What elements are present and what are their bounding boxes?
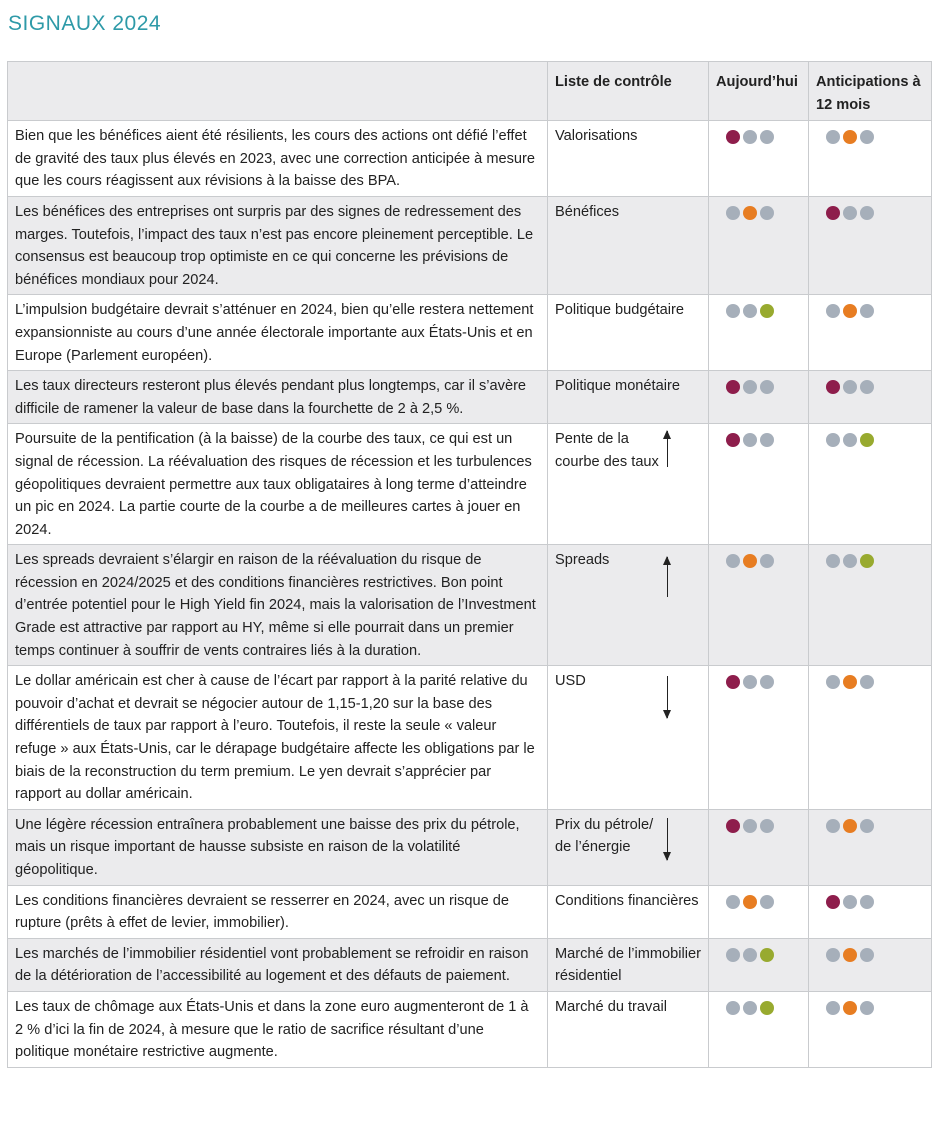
signal-dot-grey bbox=[726, 1001, 740, 1015]
row-description: Poursuite de la pentification (à la baisse) de la courbe des taux, ce qui est un signal de récession. La réévaluation des risques de récession et les turbulences géopolitiques devraient permettre aux taux obligataires à long terme d’atteindre un pic en 2024. La partie courte de la courbe a de meilleures cartes à jouer en 2024. bbox=[8, 424, 548, 545]
checklist-label: USD bbox=[555, 673, 586, 690]
signal-dot-orange bbox=[843, 304, 857, 318]
signal-dot-grey bbox=[760, 554, 774, 568]
signal-dot-grey bbox=[843, 206, 857, 220]
checklist-label: Marché de l’immobilier résidentiel bbox=[555, 945, 701, 985]
checklist-cell bbox=[548, 424, 709, 545]
signal-dot-grey bbox=[760, 433, 774, 447]
signal-dot-grey bbox=[726, 206, 740, 220]
signal-dot-grey bbox=[843, 433, 857, 447]
signal-dot-grey bbox=[826, 304, 840, 318]
signal-dot-grey bbox=[760, 895, 774, 909]
signal-dot-grey bbox=[760, 206, 774, 220]
signal-dot-red bbox=[826, 380, 840, 394]
table-row bbox=[8, 545, 932, 666]
signal-dot-grey bbox=[826, 675, 840, 689]
checklist-cell bbox=[548, 121, 709, 197]
signal-dot-grey bbox=[860, 819, 874, 833]
signal-dots bbox=[716, 996, 801, 1015]
header-forecast: Anticipations à 12 mois bbox=[809, 62, 932, 121]
signal-dot-green bbox=[760, 304, 774, 318]
signal-dot-red bbox=[826, 206, 840, 220]
row-description: Les spreads devraient s’élargir en raison de la réévaluation du risque de récession en 2024/2025 et des conditions financières restrictives. Bon point d’entrée potentiel pour le High Yield fin 2024, mais la valorisation de l’Investment Grade est attractive par rapport au HY, même si elle pourrait dans un premier temps continuer à souffrir de vents contraires liés à la duration. bbox=[8, 545, 548, 666]
signal-dot-orange bbox=[843, 130, 857, 144]
signal-dot-grey bbox=[826, 554, 840, 568]
header-description bbox=[8, 62, 548, 121]
signal-dot-grey bbox=[726, 554, 740, 568]
signal-dot-grey bbox=[726, 304, 740, 318]
signal-dots bbox=[816, 201, 924, 220]
signal-dot-green bbox=[760, 1001, 774, 1015]
signal-dot-grey bbox=[743, 675, 757, 689]
signal-dot-grey bbox=[826, 433, 840, 447]
signal-dot-grey bbox=[860, 948, 874, 962]
header-today: Aujourd’hui bbox=[709, 62, 809, 121]
table-header-row bbox=[8, 62, 932, 121]
row-description: Les taux directeurs resteront plus élevés pendant plus longtemps, car il s’avère difficile de ramener la valeur de base dans la fourchette de 2 à 2,5 %. bbox=[8, 371, 548, 424]
checklist-label: Marché du travail bbox=[555, 998, 667, 1015]
signal-dots bbox=[816, 125, 924, 144]
signal-dot-red bbox=[726, 130, 740, 144]
today-signal-cell bbox=[709, 295, 809, 371]
table-row bbox=[8, 938, 932, 991]
arrow-down-icon bbox=[667, 676, 668, 718]
signal-dot-grey bbox=[860, 675, 874, 689]
checklist-cell bbox=[548, 666, 709, 810]
forecast-signal-cell bbox=[809, 666, 932, 810]
table-row bbox=[8, 295, 932, 371]
signal-dot-red bbox=[726, 433, 740, 447]
signal-dot-grey bbox=[760, 130, 774, 144]
signal-dot-grey bbox=[826, 819, 840, 833]
signal-dot-orange bbox=[843, 948, 857, 962]
signal-dot-orange bbox=[743, 554, 757, 568]
signal-dots bbox=[716, 670, 801, 689]
signal-dot-orange bbox=[743, 895, 757, 909]
checklist-label: Conditions financières bbox=[555, 892, 699, 909]
signal-dots bbox=[716, 125, 801, 144]
row-description: L’impulsion budgétaire devrait s’atténuer en 2024, bien qu’elle restera nettement expansionniste au cours d’une année électorale importante aux États-Unis et en Europe (Parlement européen). bbox=[8, 295, 548, 371]
forecast-signal-cell bbox=[809, 295, 932, 371]
signal-dot-grey bbox=[760, 819, 774, 833]
signal-dots bbox=[816, 890, 924, 909]
today-signal-cell bbox=[709, 991, 809, 1067]
forecast-signal-cell bbox=[809, 121, 932, 197]
signal-dot-grey bbox=[860, 1001, 874, 1015]
today-signal-cell bbox=[709, 885, 809, 938]
arrow-down-icon bbox=[667, 818, 668, 860]
signal-dot-orange bbox=[843, 819, 857, 833]
table-row bbox=[8, 196, 932, 294]
forecast-signal-cell bbox=[809, 991, 932, 1067]
signal-dot-orange bbox=[743, 206, 757, 220]
signal-dot-grey bbox=[743, 130, 757, 144]
today-signal-cell bbox=[709, 121, 809, 197]
table-row bbox=[8, 809, 932, 885]
signal-dot-grey bbox=[843, 554, 857, 568]
row-description: Bien que les bénéfices aient été résilients, les cours des actions ont défié l’effet de gravité des taux plus élevés en 2023, avec une correction anticipée à mesure que les cours réagissent aux révisions à la baisse des BPA. bbox=[8, 121, 548, 197]
signal-dot-grey bbox=[743, 819, 757, 833]
signal-dot-grey bbox=[760, 380, 774, 394]
checklist-cell bbox=[548, 545, 709, 666]
signal-dots bbox=[816, 549, 924, 568]
signal-dot-grey bbox=[743, 304, 757, 318]
signal-dot-green bbox=[860, 433, 874, 447]
table-row bbox=[8, 424, 932, 545]
table-row bbox=[8, 885, 932, 938]
signal-dots bbox=[716, 943, 801, 962]
signal-dot-grey bbox=[860, 130, 874, 144]
signal-dots bbox=[816, 814, 924, 833]
signals-table bbox=[7, 61, 932, 1068]
signal-dot-grey bbox=[726, 895, 740, 909]
signal-dot-orange bbox=[843, 675, 857, 689]
forecast-signal-cell bbox=[809, 545, 932, 666]
forecast-signal-cell bbox=[809, 938, 932, 991]
arrow-up-icon bbox=[667, 431, 668, 467]
checklist-label: Pente de la courbe des taux bbox=[555, 431, 659, 470]
signal-dot-grey bbox=[743, 433, 757, 447]
signal-dots bbox=[716, 549, 801, 568]
signal-dot-grey bbox=[860, 304, 874, 318]
today-signal-cell bbox=[709, 938, 809, 991]
today-signal-cell bbox=[709, 196, 809, 294]
checklist-cell bbox=[548, 196, 709, 294]
signal-dot-grey bbox=[726, 948, 740, 962]
signal-dots bbox=[816, 299, 924, 318]
signal-dot-green bbox=[860, 554, 874, 568]
arrow-up-icon bbox=[667, 557, 668, 597]
signal-dot-grey bbox=[743, 380, 757, 394]
signal-dots bbox=[716, 375, 801, 394]
today-signal-cell bbox=[709, 545, 809, 666]
signal-dots bbox=[816, 428, 924, 447]
signal-dot-grey bbox=[743, 1001, 757, 1015]
signal-dot-grey bbox=[860, 206, 874, 220]
checklist-label: Politique budgétaire bbox=[555, 302, 685, 319]
signal-dots bbox=[716, 814, 801, 833]
signal-dots bbox=[716, 299, 801, 318]
signal-dot-orange bbox=[843, 1001, 857, 1015]
checklist-cell bbox=[548, 885, 709, 938]
table-row bbox=[8, 991, 932, 1067]
page-title: SIGNAUX 2024 bbox=[8, 12, 162, 35]
signal-dots bbox=[716, 890, 801, 909]
checklist-label: Politique monétaire bbox=[555, 378, 680, 395]
signal-dot-grey bbox=[743, 948, 757, 962]
signal-dots bbox=[816, 670, 924, 689]
forecast-signal-cell bbox=[809, 885, 932, 938]
row-description: Les marchés de l’immobilier résidentiel vont probablement se refroidir en raison de la détérioration de l’accessibilité au logement et des défauts de paiement. bbox=[8, 938, 548, 991]
signal-dot-grey bbox=[860, 895, 874, 909]
signal-dot-grey bbox=[843, 380, 857, 394]
signal-dots bbox=[816, 996, 924, 1015]
signal-dots bbox=[816, 943, 924, 962]
header-checklist: Liste de contrôle bbox=[548, 62, 709, 121]
forecast-signal-cell bbox=[809, 196, 932, 294]
checklist-label: Spreads bbox=[555, 552, 610, 569]
checklist-cell bbox=[548, 938, 709, 991]
checklist-cell bbox=[548, 371, 709, 424]
forecast-signal-cell bbox=[809, 809, 932, 885]
signal-dots bbox=[816, 375, 924, 394]
signal-dot-grey bbox=[826, 948, 840, 962]
signal-dot-grey bbox=[826, 130, 840, 144]
forecast-signal-cell bbox=[809, 424, 932, 545]
checklist-cell bbox=[548, 295, 709, 371]
checklist-label: Bénéfices bbox=[555, 203, 620, 220]
signal-dot-red bbox=[726, 380, 740, 394]
checklist-cell bbox=[548, 991, 709, 1067]
row-description: Les bénéfices des entreprises ont surpris par des signes de redressement des marges. Toutefois, l’impact des taux n’est pas encore pleinement perceptible. Le consensus est beaucoup trop optimiste en ce qui concerne les prévisions de bénéfices mondiaux pour 2024. bbox=[8, 196, 548, 294]
signal-dot-grey bbox=[860, 380, 874, 394]
row-description: Les conditions financières devraient se resserrer en 2024, avec un risque de rupture (prêts à effet de levier, immobilier). bbox=[8, 885, 548, 938]
row-description: Le dollar américain est cher à cause de l’écart par rapport à la parité relative du pouvoir d’achat et devrait se négocier autour de 1,15-1,20 sur la base des différentiels de taux par rapport à l’euro. Toutefois, il reste la seule « valeur refuge » aux États-Unis, car le dérapage budgétaire affecte les obligations par le biais de la reconstruction du term premium. Le yen devrait s’apprécier par rapport au dollar américain. bbox=[8, 666, 548, 810]
signal-dot-green bbox=[760, 948, 774, 962]
checklist-label: Valorisations bbox=[555, 128, 638, 145]
row-description: Une légère récession entraînera probablement une baisse des prix du pétrole, mais un risque important de hausse subsiste en raison de la volatilité géopolitique. bbox=[8, 809, 548, 885]
today-signal-cell bbox=[709, 666, 809, 810]
table-row bbox=[8, 371, 932, 424]
row-description: Les taux de chômage aux États-Unis et dans la zone euro augmenteront de 1 à 2 % d’ici la fin de 2024, à mesure que le ratio de sacrifice résultant d’une politique monétaire restrictive augmente. bbox=[8, 991, 548, 1067]
table-row bbox=[8, 666, 932, 810]
today-signal-cell bbox=[709, 809, 809, 885]
signal-dot-grey bbox=[760, 675, 774, 689]
table-row bbox=[8, 121, 932, 197]
today-signal-cell bbox=[709, 371, 809, 424]
signal-dots bbox=[716, 428, 801, 447]
signal-dot-red bbox=[726, 675, 740, 689]
checklist-label: Prix du pétrole/ de l’énergie bbox=[555, 816, 654, 856]
signal-dot-grey bbox=[826, 1001, 840, 1015]
signal-dots bbox=[716, 201, 801, 220]
forecast-signal-cell bbox=[809, 371, 932, 424]
today-signal-cell bbox=[709, 424, 809, 545]
checklist-cell bbox=[548, 809, 709, 885]
signal-dot-red bbox=[826, 895, 840, 909]
signal-dot-red bbox=[726, 819, 740, 833]
signal-dot-grey bbox=[843, 895, 857, 909]
